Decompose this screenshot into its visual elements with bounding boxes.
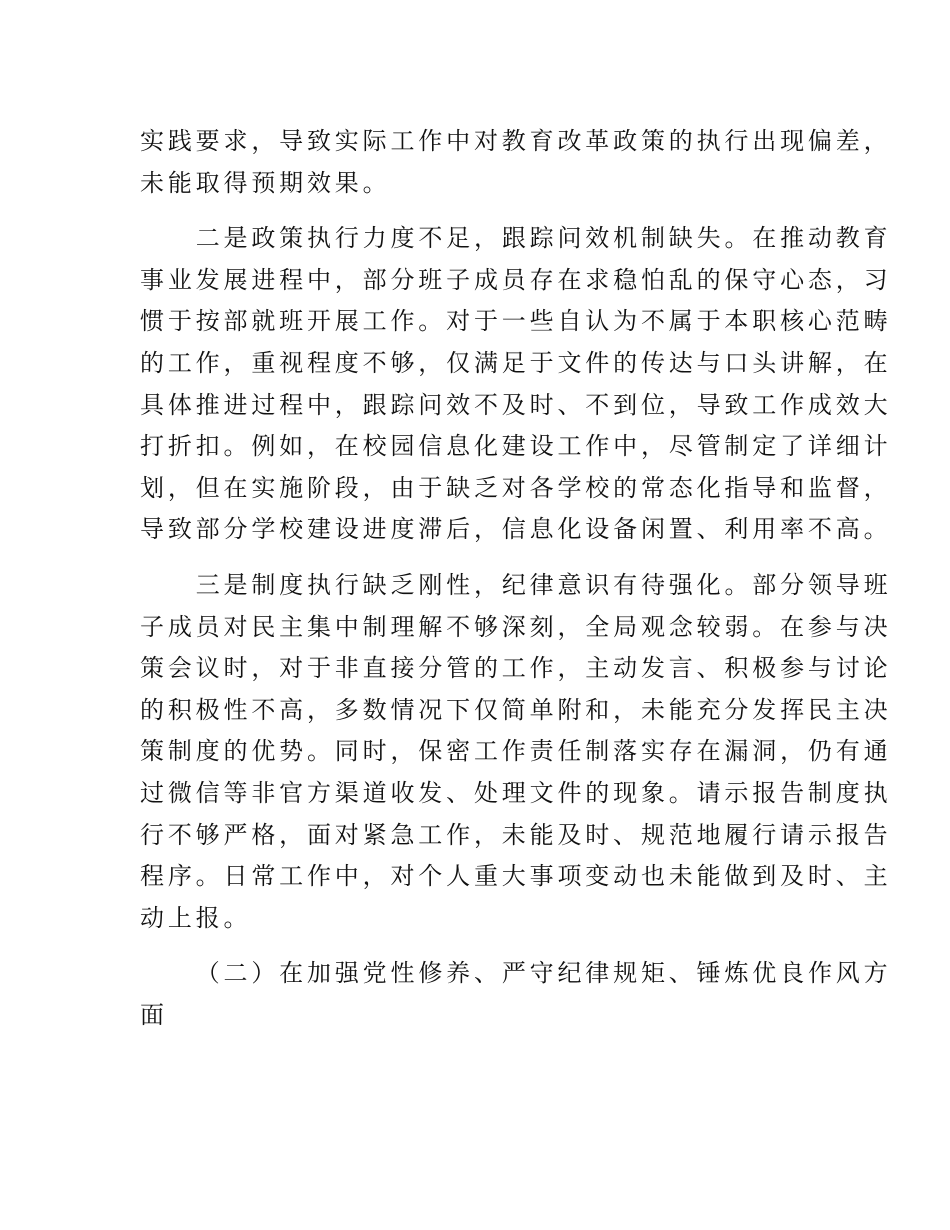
text-line: 实践要求，导致实际工作中对教育改革政策的执行出现偏差，	[140, 127, 892, 155]
text-line: 打折扣。例如，在校园信息化建设工作中，尽管制定了详细计	[140, 432, 892, 461]
text-line: 导致部分学校建设进度滞后，信息化设备闲置、利用率不高。	[140, 515, 892, 544]
text-line: 三是制度执行缺乏刚性，纪律意识有待强化。部分领导班	[195, 570, 892, 599]
text-line: 事业发展进程中，部分班子成员存在求稳怕乱的保守心态，习	[140, 265, 892, 294]
text-line: 策会议时，对于非直接分管的工作，主动发言、积极参与讨论	[140, 654, 892, 683]
paragraph-point-two	[140, 218, 892, 551]
text-line: 程序。日常工作中，对个人重大事项变动也未能做到及时、主	[140, 862, 892, 891]
text-line: 动上报。	[140, 903, 252, 932]
text-line: 的积极性不高，多数情况下仅简单附和，未能充分发挥民主决	[140, 695, 892, 724]
text-line: 惯于按部就班开展工作。对于一些自认为不属于本职核心范畴	[140, 307, 892, 336]
paragraph-point-three	[140, 565, 892, 939]
text-line: 策制度的优势。同时，保密工作责任制落实存在漏洞，仍有通	[140, 737, 892, 766]
text-line: 过微信等非官方渠道收发、处理文件的现象。请示报告制度执	[140, 778, 892, 807]
text-line: 具体推进过程中，跟踪问效不及时、不到位，导致工作成效大	[140, 390, 892, 419]
text-line: 行不够严格，面对紧急工作，未能及时、规范地履行请示报告	[140, 820, 892, 849]
text-line: 未能取得预期效果。	[140, 168, 391, 197]
paragraph-continuation	[140, 121, 892, 204]
text-line: 子成员对民主集中制理解不够深刻，全局观念较弱。在参与决	[140, 612, 892, 641]
text-line: 的工作，重视程度不够，仅满足于文件的传达与口头讲解，在	[140, 348, 892, 377]
heading-line: （二）在加强党性修养、严守纪律规矩、锤炼优良作风方	[195, 959, 892, 988]
document-body	[140, 121, 892, 1050]
heading-line: 面	[140, 1000, 168, 1029]
text-line: 划，但在实施阶段，由于缺乏对各学校的常态化指导和监督，	[140, 473, 892, 502]
text-line: 二是政策执行力度不足，跟踪问效机制缺失。在推动教育	[195, 224, 892, 253]
section-heading-two	[140, 953, 892, 1036]
